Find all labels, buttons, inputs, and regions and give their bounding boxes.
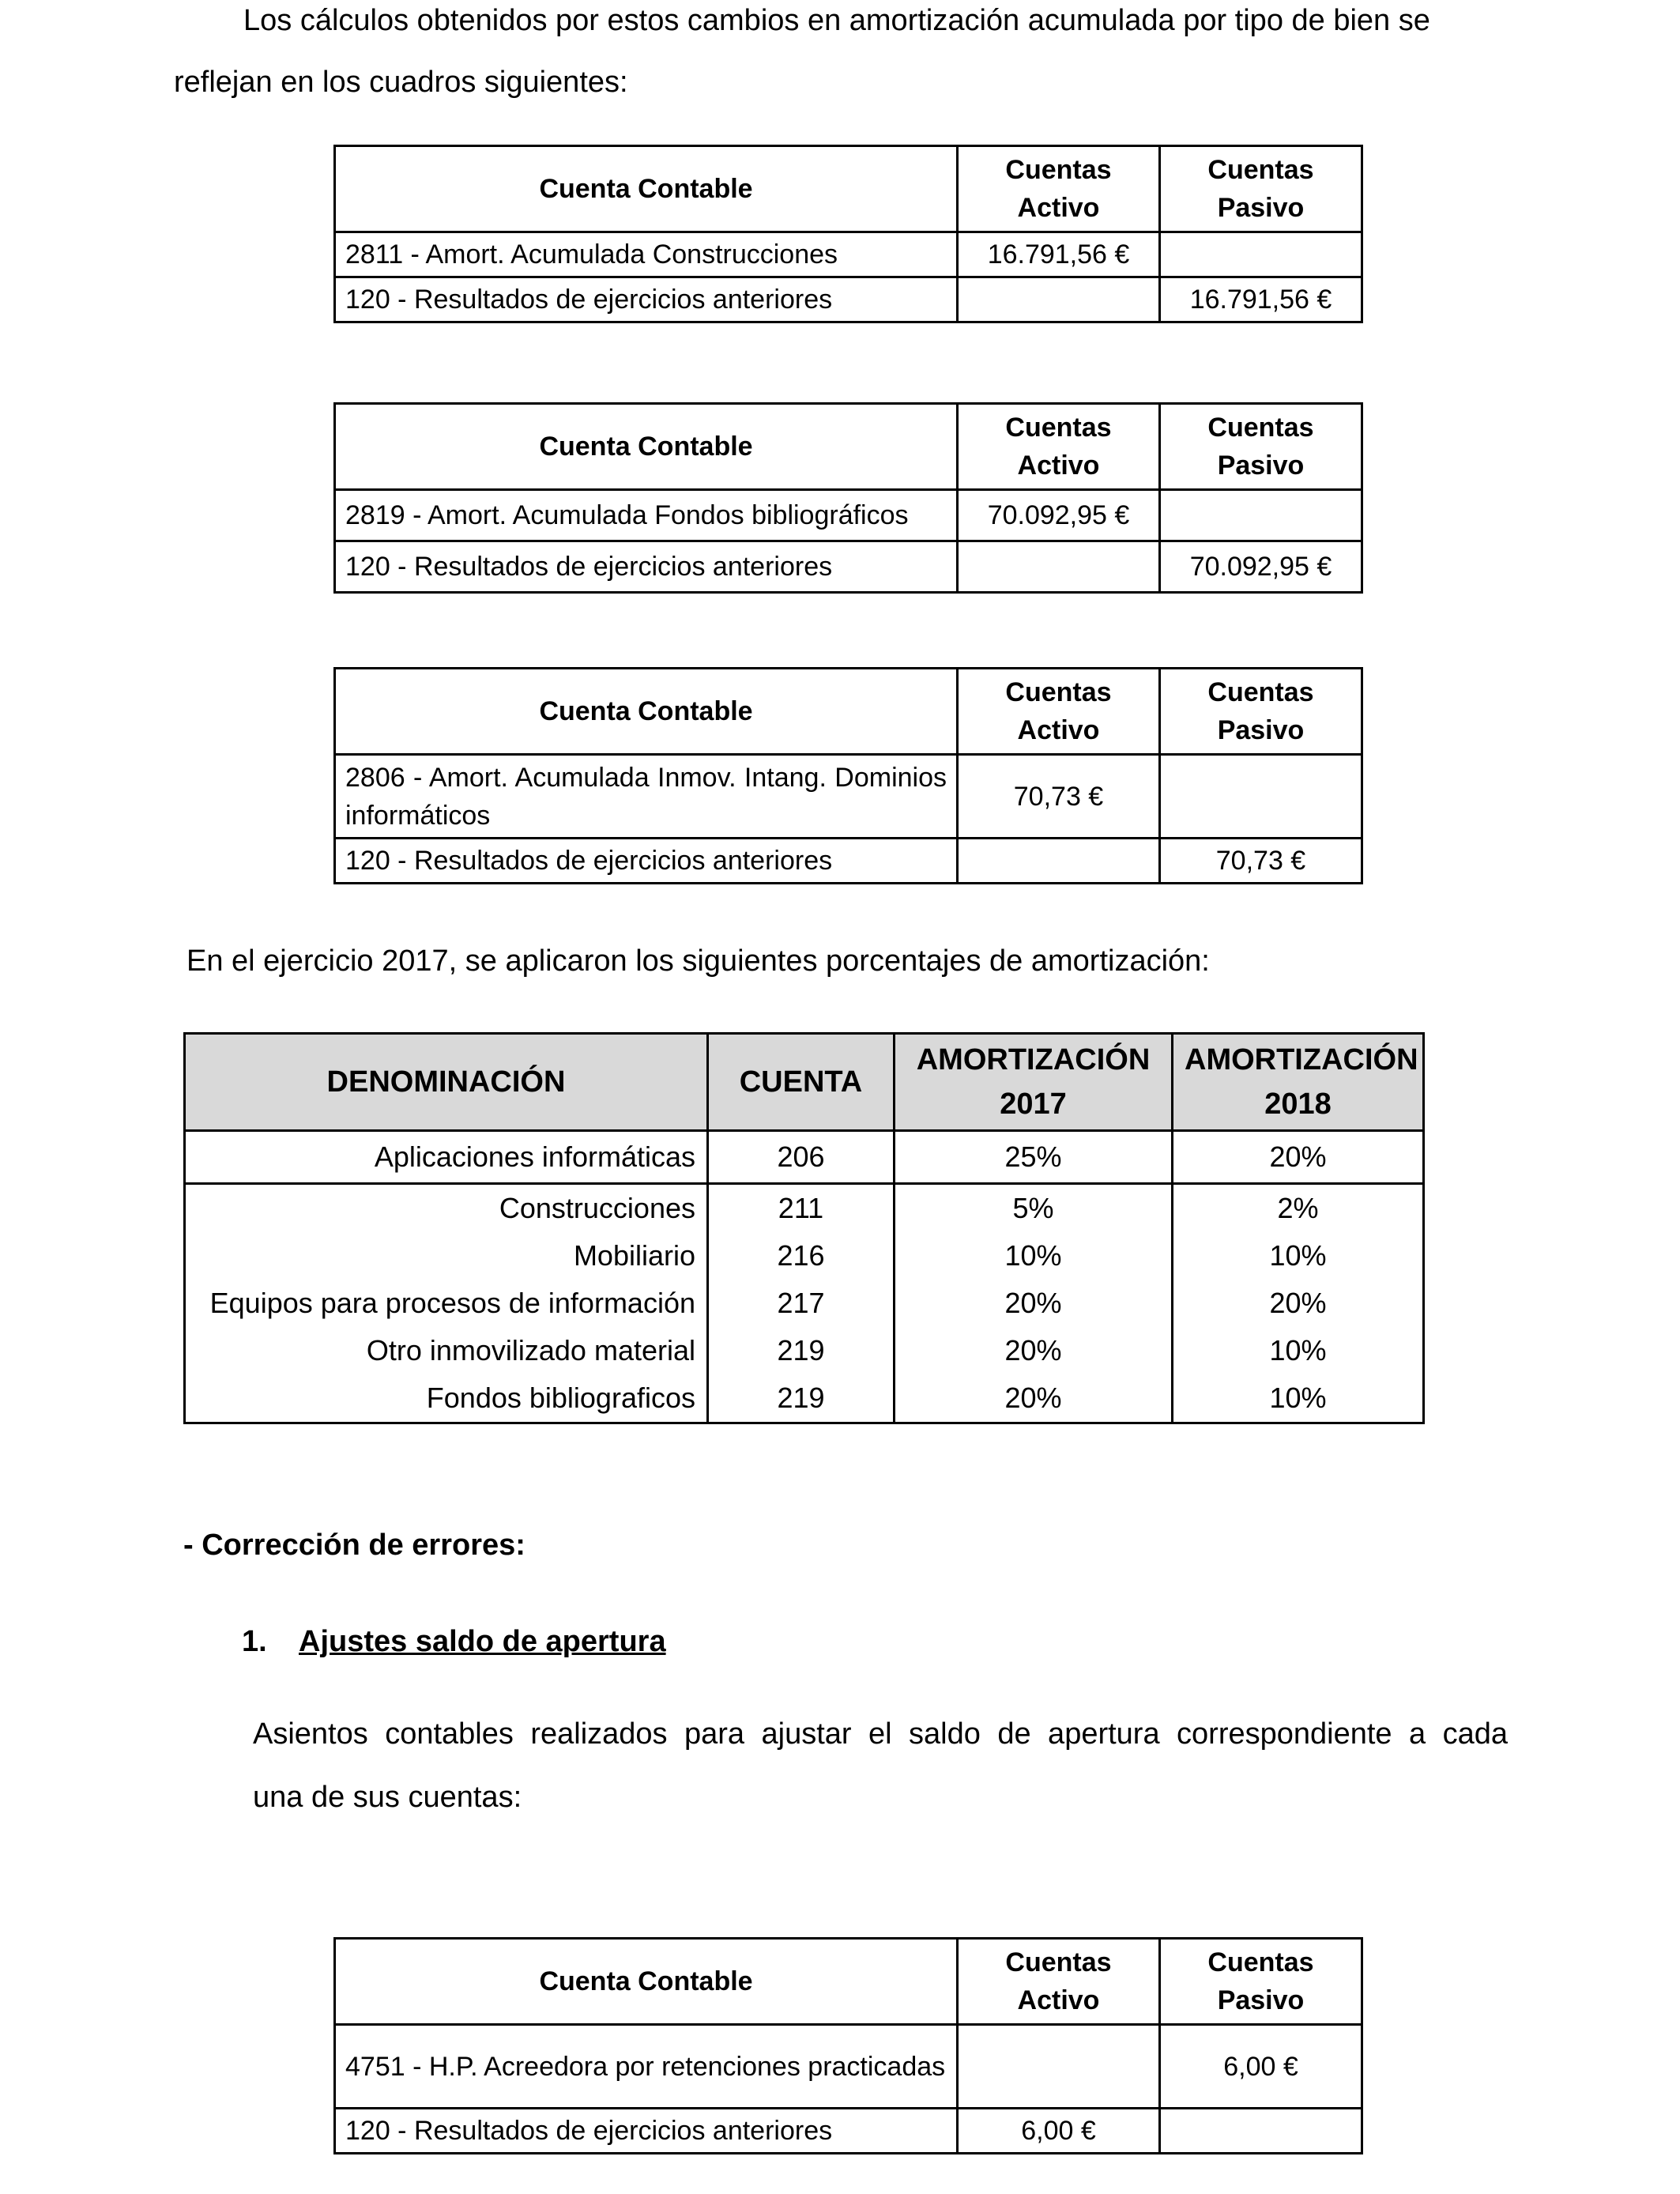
cuenta-cell: 217: [708, 1280, 895, 1327]
table-row: [335, 2109, 1362, 2154]
amort-2018-cell: 20%: [1173, 1131, 1424, 1184]
cuenta-cell: 219: [708, 1374, 895, 1423]
amort-2017-cell: 5%: [895, 1184, 1173, 1233]
amort-2017-cell: 10%: [895, 1232, 1173, 1280]
amort-2018-cell: 10%: [1173, 1374, 1424, 1423]
activo-cell: [958, 839, 1160, 884]
activo-cell: 16.791,56 €: [958, 232, 1160, 277]
amort-2017-cell: 20%: [895, 1280, 1173, 1327]
header-cuentas-activo: Cuentas Activo: [958, 669, 1160, 755]
table-row: [335, 755, 1362, 839]
header-cuenta-contable: Cuenta Contable: [335, 146, 958, 232]
pasivo-cell: 70.092,95 €: [1160, 541, 1362, 593]
pasivo-cell: 16.791,56 €: [1160, 277, 1362, 322]
header-cuentas-activo: Cuentas Activo: [958, 1939, 1160, 2025]
header-amortizacion-2018: AMORTIZACIÓN 2018: [1173, 1034, 1424, 1131]
list-item-title: Ajustes saldo de apertura: [299, 1625, 666, 1658]
header-cuenta-contable: Cuenta Contable: [335, 1939, 958, 2025]
table-row: [335, 490, 1362, 541]
intro-line-2: reflejan en los cuadros siguientes:: [174, 66, 628, 99]
amort-2018-cell: 20%: [1173, 1280, 1424, 1327]
header-cuentas-activo: Cuentas Activo: [958, 404, 1160, 490]
table-row: [335, 232, 1362, 277]
pasivo-cell: 6,00 €: [1160, 2025, 1362, 2109]
cuenta-cell: 211: [708, 1184, 895, 1233]
denominacion-cell: Mobiliario: [185, 1232, 708, 1280]
header-cuenta: CUENTA: [708, 1034, 895, 1131]
table-row: [185, 1374, 1424, 1423]
correccion-text-line-2: una de sus cuentas:: [253, 1781, 522, 1814]
pasivo-cell: [1160, 755, 1362, 839]
account-table-1: [333, 145, 1363, 323]
header-cuenta-contable: Cuenta Contable: [335, 404, 958, 490]
denominacion-cell: Construcciones: [185, 1184, 708, 1233]
header-amortizacion-2017: AMORTIZACIÓN 2017: [895, 1034, 1173, 1131]
cuenta-cell: 2811 - Amort. Acumulada Construcciones: [335, 232, 958, 277]
denominacion-cell: Otro inmovilizado material: [185, 1327, 708, 1374]
activo-cell: 70.092,95 €: [958, 490, 1160, 541]
amort-2018-cell: 2%: [1173, 1184, 1424, 1233]
section-title: - Corrección de errores:: [183, 1529, 525, 1562]
header-denominacion: DENOMINACIÓN: [185, 1034, 708, 1131]
cuenta-cell: 2819 - Amort. Acumulada Fondos bibliográficos: [335, 490, 958, 541]
cuenta-cell: 219: [708, 1327, 895, 1374]
cuenta-cell: 4751 - H.P. Acreedora por retenciones practicadas: [335, 2025, 958, 2109]
amort-2017-cell: 20%: [895, 1374, 1173, 1423]
activo-cell: [958, 277, 1160, 322]
list-item-number: 1.: [242, 1625, 267, 1658]
pasivo-cell: [1160, 2109, 1362, 2154]
table-row: [185, 1327, 1424, 1374]
header-cuentas-pasivo: Cuentas Pasivo: [1160, 404, 1362, 490]
activo-cell: 70,73 €: [958, 755, 1160, 839]
table-row: [185, 1184, 1424, 1233]
table-row: [335, 839, 1362, 884]
header-cuentas-pasivo: Cuentas Pasivo: [1160, 1939, 1362, 2025]
table-row: [335, 541, 1362, 593]
account-table-4: [333, 1937, 1363, 2154]
cuenta-cell: 2806 - Amort. Acumulada Inmov. Intang. Dominios informáticos: [335, 755, 958, 839]
account-table-3: [333, 667, 1363, 884]
amort-2018-cell: 10%: [1173, 1327, 1424, 1374]
header-cuenta-contable: Cuenta Contable: [335, 669, 958, 755]
header-cuentas-pasivo: Cuentas Pasivo: [1160, 146, 1362, 232]
header-cuentas-pasivo: Cuentas Pasivo: [1160, 669, 1362, 755]
denominacion-cell: Fondos bibliograficos: [185, 1374, 708, 1423]
amort-2018-cell: 10%: [1173, 1232, 1424, 1280]
amortization-rates-table: [183, 1032, 1425, 1424]
activo-cell: 6,00 €: [958, 2109, 1160, 2154]
rates-intro: En el ejercicio 2017, se aplicaron los siguientes porcentajes de amortización:: [186, 944, 1210, 978]
amort-2017-cell: 20%: [895, 1327, 1173, 1374]
activo-cell: [958, 2025, 1160, 2109]
pasivo-cell: [1160, 232, 1362, 277]
table-row: [185, 1232, 1424, 1280]
table-row: [335, 2025, 1362, 2109]
cuenta-cell: 206: [708, 1131, 895, 1184]
cuenta-cell: 216: [708, 1232, 895, 1280]
amort-2017-cell: 25%: [895, 1131, 1173, 1184]
pasivo-cell: 70,73 €: [1160, 839, 1362, 884]
pasivo-cell: [1160, 490, 1362, 541]
header-cuentas-activo: Cuentas Activo: [958, 146, 1160, 232]
table-row: [185, 1131, 1424, 1184]
denominacion-cell: Equipos para procesos de información: [185, 1280, 708, 1327]
cuenta-cell: 120 - Resultados de ejercicios anteriores: [335, 541, 958, 593]
cuenta-cell: 120 - Resultados de ejercicios anteriores: [335, 277, 958, 322]
denominacion-cell: Aplicaciones informáticas: [185, 1131, 708, 1184]
activo-cell: [958, 541, 1160, 593]
table-row: [185, 1280, 1424, 1327]
account-table-2: [333, 402, 1363, 594]
intro-line-1: Los cálculos obtenidos por estos cambios en amortización acumulada por tipo de bien se: [243, 4, 1430, 37]
correccion-text-line-1: Asientos contables realizados para ajustar el saldo de apertura correspondiente a cada: [253, 1717, 1508, 1751]
cuenta-cell: 120 - Resultados de ejercicios anteriores: [335, 839, 958, 884]
table-row: [335, 277, 1362, 322]
cuenta-cell: 120 - Resultados de ejercicios anteriores: [335, 2109, 958, 2154]
